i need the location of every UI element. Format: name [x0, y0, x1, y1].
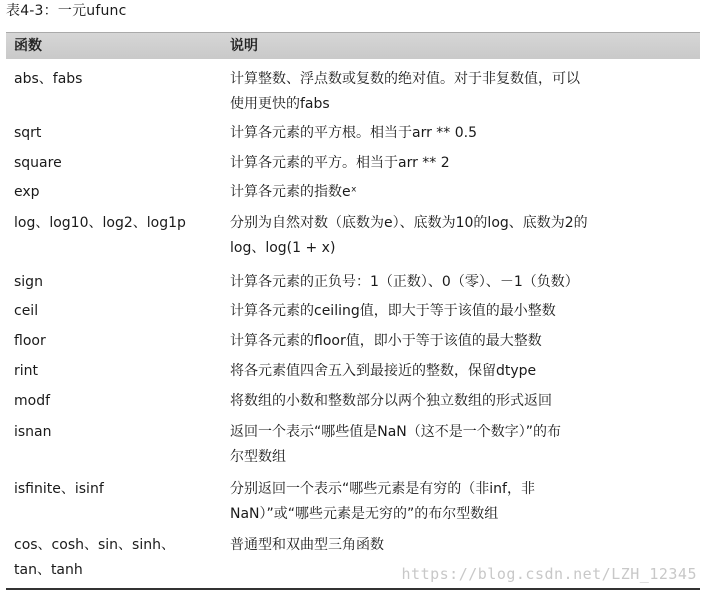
function-name: exp	[14, 184, 40, 200]
function-cell	[14, 121, 226, 146]
function-name: isnan	[14, 424, 52, 440]
description-line: 计算各元素的平方根。相当于arr ** 0.5	[230, 125, 478, 141]
function-name: sign	[14, 274, 43, 290]
description-cell	[230, 270, 695, 295]
table-caption: 表4-3：一元ufunc	[6, 3, 127, 19]
description-line: 尔型数组	[230, 449, 286, 465]
description-line: 分别返回一个表示“哪些元素是有穷的（非inf，非	[230, 481, 535, 497]
description-cell	[230, 121, 695, 146]
function-name: sqrt	[14, 125, 42, 141]
function-name: modf	[14, 393, 51, 409]
description-line: 使用更快的fabs	[230, 96, 330, 112]
description-cell	[230, 389, 695, 414]
function-cell	[14, 389, 226, 414]
function-name: cos、cosh、sin、sinh、	[14, 537, 175, 553]
function-name: isfinite、isinf	[14, 481, 104, 497]
description-line: 计算各元素的floor值，即小于等于该值的最大整数	[230, 333, 542, 349]
description-line: 计算各元素的指数eˣ	[230, 184, 357, 200]
function-cell	[14, 270, 226, 295]
description-cell	[230, 67, 695, 117]
description-line: 计算各元素的正负号：1（正数）、0（零）、－1（负数）	[230, 274, 579, 290]
function-cell	[14, 211, 226, 236]
description-line: 普通型和双曲型三角函数	[230, 537, 384, 553]
description-cell	[230, 533, 695, 558]
description-line: 返回一个表示“哪些值是NaN（这不是一个数字）”的布	[230, 424, 562, 440]
description-line: 分别为自然对数（底数为e）、底数为10的log、底数为2的	[230, 215, 588, 231]
function-cell	[14, 329, 226, 354]
description-cell	[230, 299, 695, 324]
watermark-url: https://blog.csdn.net/LZH_12345	[401, 565, 697, 583]
description-cell	[230, 420, 695, 470]
description-cell	[230, 180, 695, 205]
function-cell	[14, 533, 226, 583]
description-cell	[230, 151, 695, 176]
function-cell	[14, 359, 226, 384]
header-function: 函数	[14, 38, 42, 54]
function-name: square	[14, 155, 62, 171]
function-name: log、log10、log2、log1p	[14, 215, 186, 231]
description-cell	[230, 359, 695, 384]
table-bottom-rule	[6, 588, 700, 590]
function-cell	[14, 299, 226, 324]
description-line: NaN）”或“哪些元素是无穷的”的布尔型数组	[230, 506, 499, 522]
function-cell	[14, 67, 226, 92]
function-name: ceil	[14, 303, 39, 319]
function-cell	[14, 477, 226, 502]
function-name: floor	[14, 333, 46, 349]
description-cell	[230, 477, 695, 527]
description-cell	[230, 329, 695, 354]
description-line: 将各元素值四舍五入到最接近的整数，保留dtype	[230, 363, 537, 379]
description-cell	[230, 211, 695, 261]
function-cell	[14, 180, 226, 205]
function-name: abs、fabs	[14, 71, 83, 87]
function-name: rint	[14, 363, 39, 379]
header-description: 说明	[230, 38, 258, 54]
description-line: 计算整数、浮点数或复数的绝对值。对于非复数值，可以	[230, 71, 580, 87]
table-header	[6, 32, 700, 59]
description-line: log、log(1 + x)	[230, 240, 336, 256]
function-name: tan、tanh	[14, 562, 83, 578]
function-cell	[14, 420, 226, 445]
function-cell	[14, 151, 226, 176]
description-line: 将数组的小数和整数部分以两个独立数组的形式返回	[230, 393, 552, 409]
description-line: 计算各元素的平方。相当于arr ** 2	[230, 155, 450, 171]
description-line: 计算各元素的ceiling值，即大于等于该值的最小整数	[230, 303, 556, 319]
